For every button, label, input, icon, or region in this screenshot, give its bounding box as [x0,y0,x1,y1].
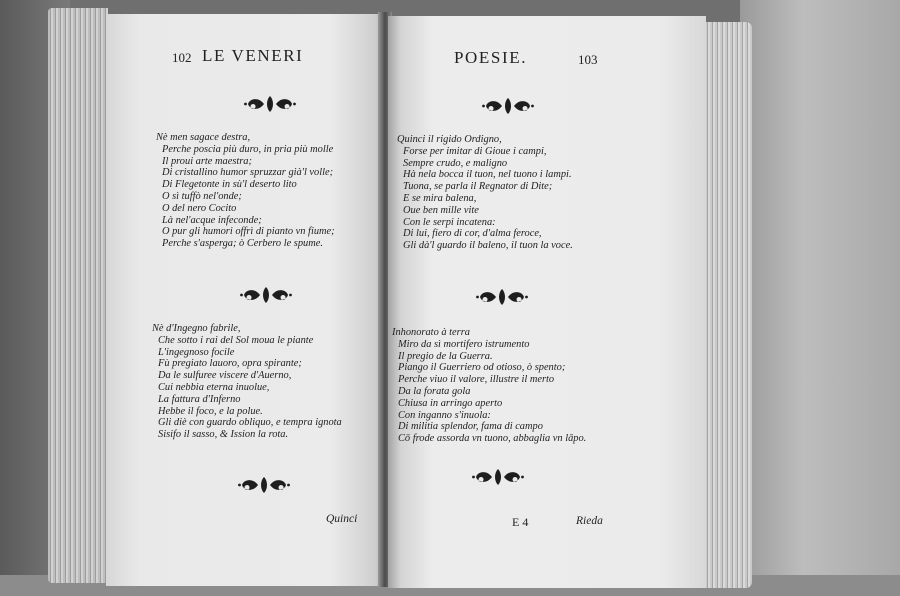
verse-line: Di militia splendor, fama di campo [398,421,543,433]
verse-line: E se mira balena, [403,192,477,204]
verse-line: Quinci il rigido Ordigno, [397,134,502,145]
verse-line: Miro da sì mortifero istrumento [398,338,530,350]
verse-line: Nè men sagace destra, [156,132,251,143]
verse-line: Gli diè con guardo obliquo, e tempra ignota [158,417,342,429]
left-page [106,14,386,586]
verse-line: Perche s'asperga; ò Cerbero le spume. [162,238,323,250]
verse-line: Che sotto i rai del Sol moua le piante [158,334,314,346]
fleuron-ornament-icon [472,466,524,488]
background-right [740,0,900,596]
right-catchword: Rieda [576,515,603,527]
verse-line: Nè d'Ingegno fabrile, [152,323,241,334]
verse-line: Hebbe il foco, e la polue. [158,405,263,417]
fleuron-ornament-icon [238,474,290,496]
verse-line: O pur gli humori offrì di pianto vn fiume; [162,226,335,238]
verse-line: Sisifo il sasso, & Ission la rota. [158,429,289,441]
verse-line: Hà nela bocca il tuon, nel tuono i lampi. [403,169,572,181]
right-stanza-1 [397,134,573,252]
right-page [388,16,706,588]
verse-line: Con le serpi incatena: [403,216,496,228]
verse-line: Il pregio de la Guerra. [398,350,493,362]
right-stanza-2 [392,327,586,445]
verse-line: O del nero Cocito [162,202,237,214]
verse-line: Tuona, se parla il Regnator di Dite; [403,181,553,193]
verse-line: La fattura d'Inferno [158,393,241,405]
right-signature-mark: E 4 [512,515,529,529]
fleuron-ornament-icon [240,284,292,306]
open-book [48,4,752,588]
left-running-head: LE VENERI [202,46,304,65]
verse-line: Con inganno s'inuola: [398,409,491,421]
verse-line: Oue ben mille vite [403,204,479,216]
verse-line: Cō frode assorda vn tuono, abbaglia vn lāpo. [398,433,587,445]
fleuron-ornament-icon [476,286,528,308]
verse-line: Da la forata gola [398,385,471,397]
verse-line: Perche viuo il valore, illustre il merto [398,374,555,386]
verse-line: Di Flegetonte in sù'l deserto lito [162,179,297,191]
verse-line: Piango il Guerriero od otioso, ò spento; [398,362,566,374]
left-catchword: Quinci [326,513,358,525]
verse-line: Cui nebbia eterna inuolue, [158,381,270,393]
verse-line: Gli dà'l guardo il baleno, il tuon la voce. [403,240,573,252]
right-page-number: 103 [578,52,598,67]
left-stanza-2 [152,323,342,441]
verse-line: Il proui arte maestra; [162,155,252,167]
verse-line: Fù pregiato lauoro, opra spirante; [158,358,302,370]
verse-line: Chiusa in arringo aperto [398,397,503,409]
verse-line: Di cristallino humor spruzzar già'l volle; [162,167,334,179]
left-page-number: 102 [172,50,192,65]
verse-line: Inhonorato à terra [392,327,470,338]
verse-line: Da le sulfuree viscere d'Auerno, [158,370,292,382]
verse-line: Forse per imitar di Gioue i campi, [403,145,547,157]
right-running-head: POESIE. [454,48,528,67]
verse-line: Sempre crudo, e maligno [403,157,508,169]
verse-line: Là nel'acque infeconde; [162,214,262,226]
fleuron-ornament-icon [482,95,534,117]
page-edges-left [48,8,108,583]
left-stanza-1 [156,132,335,250]
verse-line: L'ingegnoso focile [158,346,235,358]
page-edges-right [700,22,752,588]
fleuron-ornament-icon [244,93,296,115]
verse-line: Perche poscia più duro, in pria più molle [162,143,334,155]
verse-line: Di lui, fiero di cor, d'alma feroce, [403,228,542,240]
verse-line: O sì tuffò nel'onde; [162,190,242,202]
